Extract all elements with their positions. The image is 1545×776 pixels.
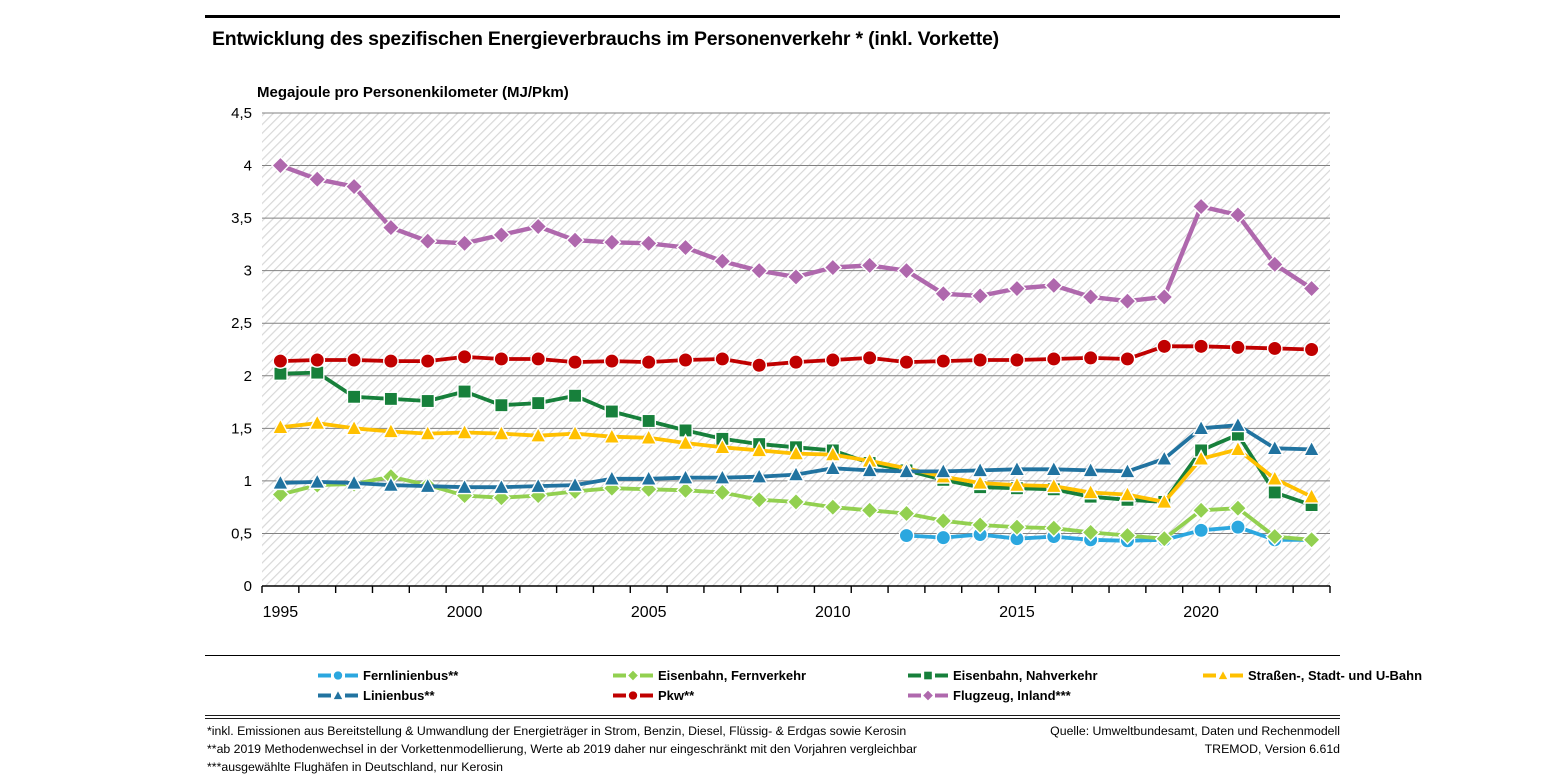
legend-marker-triangle-icon — [1203, 668, 1243, 683]
source-line-2: TREMOD, Version 6.61d — [1204, 742, 1340, 756]
footnote-1: *inkl. Emissionen aus Bereitstellung & Umwandlung der Energieträger in Strom, Benzin, Diesel, Flüssig- & Erdgas sowie Kerosin — [207, 724, 907, 738]
x-tick-label: 2015 — [999, 604, 1035, 621]
legend-item-6 — [908, 687, 1203, 703]
legend-marker-circle-icon — [318, 668, 358, 683]
chart-legend — [318, 667, 1498, 703]
legend-marker-diamond-icon — [613, 668, 653, 683]
y-tick-label: 4,5 — [231, 105, 252, 122]
y-tick-label: 3,5 — [231, 210, 252, 228]
legend-label: Linienbus** — [363, 687, 435, 703]
y-tick-label: 0 — [243, 578, 252, 595]
page-title: Entwicklung des spezifischen Energieverbrauchs im Personenverkehr * (inkl. Vorkette) — [212, 28, 999, 50]
footnote-divider — [205, 715, 1340, 719]
x-tick-label: 2000 — [446, 604, 483, 621]
x-tick-label: 1995 — [262, 604, 299, 621]
legend-item-3 — [1203, 667, 1498, 683]
source-line-1: Quelle: Umweltbundesamt, Daten und Rechenmodell — [1050, 724, 1340, 738]
y-tick-label: 4 — [243, 157, 252, 175]
y-tick-label: 2 — [243, 367, 252, 385]
legend-marker-circle-icon — [613, 688, 653, 703]
legend-item-4 — [318, 687, 613, 703]
legend-label: Flugzeug, Inland*** — [953, 687, 1071, 703]
footnote-3: ***ausgewählte Flughäfen in Deutschland, nur Kerosin — [207, 760, 503, 774]
y-tick-label: 1 — [243, 472, 252, 490]
legend-label: Eisenbahn, Fernverkehr — [658, 667, 807, 683]
x-tick-label: 2005 — [630, 604, 667, 621]
y-tick-label: 2,5 — [231, 315, 252, 333]
legend-item-0 — [318, 667, 613, 683]
legend-marker-triangle-icon — [318, 688, 358, 703]
source-attribution — [840, 722, 1340, 758]
y-tick-label: 3 — [243, 262, 252, 280]
y-axis-title: Megajoule pro Personenkilometer (MJ/Pkm) — [257, 84, 569, 101]
footnote-2: **ab 2019 Methodenwechsel in der Vorkettenmodellierung, Werte ab 2019 daher nur eingeschränkt mit den Vorjahren vergleichbar — [207, 742, 918, 756]
legend-marker-square-icon — [908, 668, 948, 683]
legend-label: Straßen-, Stadt- und U-Bahn — [1248, 667, 1423, 683]
legend-item-1 — [613, 667, 908, 683]
x-tick-label: 2010 — [815, 604, 851, 621]
y-tick-label: 1,5 — [231, 420, 252, 438]
y-tick-label: 0,5 — [231, 525, 252, 543]
x-tick-label: 2020 — [1183, 604, 1219, 621]
legend-item-5 — [613, 687, 908, 703]
legend-label: Fernlinienbus** — [363, 667, 459, 683]
legend-divider — [205, 655, 1340, 656]
legend-label: Eisenbahn, Nahverkehr — [953, 667, 1098, 683]
legend-label: Pkw** — [658, 687, 695, 703]
legend-marker-diamond-icon — [908, 688, 948, 703]
legend-item-2 — [908, 667, 1203, 683]
footnotes — [207, 722, 917, 776]
